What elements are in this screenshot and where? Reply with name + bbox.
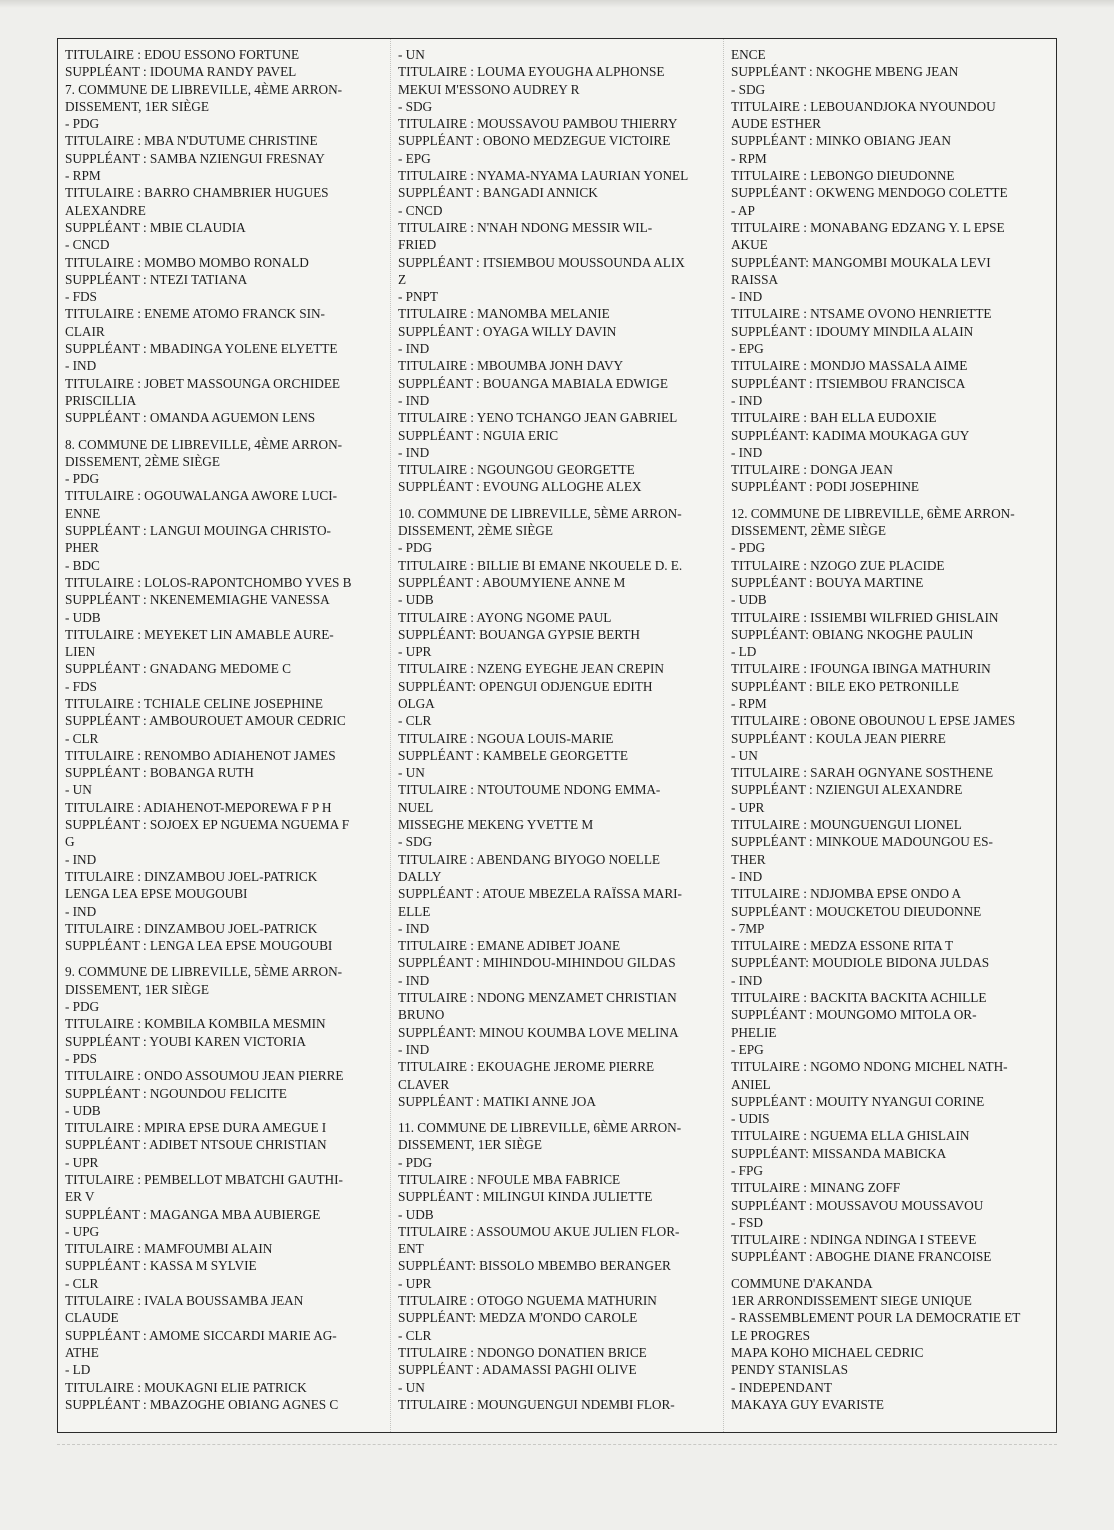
text-column-2 — [390, 39, 723, 1432]
titulaire-line: TITULAIRE : NYAMA-NYAMA LAURIAN YONEL — [398, 168, 689, 184]
suppleant-line: SUPPLÉANT : OMANDA AGUEMON LENS — [65, 410, 316, 426]
candidate-list-frame — [57, 38, 1057, 1433]
suppleant-line: SUPPLÉANT : BOUANGA MABIALA EDWIGE — [398, 375, 668, 391]
titulaire-line: TITULAIRE : NDINGA NDINGA I STEEVE — [731, 1232, 977, 1248]
titulaire-line: TITULAIRE : NFOULE MBA FABRICE — [398, 1172, 621, 1187]
suppleant-line: SUPPLÉANT : PODI JOSEPHINE — [731, 479, 919, 495]
text-line: PHELIE — [731, 1024, 777, 1040]
titulaire-line: TITULAIRE : MOUNGUENGUI NDEMBI FLOR- — [398, 1396, 675, 1412]
suppleant-line: SUPPLÉANT : IDOUMA RANDY PAVEL — [65, 64, 297, 80]
text-line: Z — [398, 271, 407, 287]
section-heading: DISSEMENT, 2ÈME SIÈGE — [731, 523, 886, 539]
suppleant-line: SUPPLÉANT : ABOGHE DIANE FRANCOISE — [731, 1249, 992, 1265]
party-label: - IND — [65, 358, 97, 374]
section-gap — [398, 496, 719, 505]
suppleant-line: SUPPLÉANT: OPENGUI ODJENGUE EDITH — [398, 678, 653, 694]
party-label: - RASSEMBLEMENT POUR LA DEMOCRATIE ET — [731, 1310, 1021, 1326]
party-label: - IND — [65, 903, 97, 919]
titulaire-line: TITULAIRE : OBONE OBOUNOU L EPSE JAMES — [731, 713, 1016, 729]
titulaire-line: TITULAIRE : EDOU ESSONO FORTUNE — [65, 47, 300, 62]
suppleant-line: SUPPLÉANT: OBIANG NKOGHE PAULIN — [731, 626, 974, 642]
suppleant-line: SUPPLÉANT: MOUDIOLE BIDONA JULDAS — [731, 955, 990, 971]
party-label: - EPG — [731, 1041, 764, 1057]
party-label: - INDEPENDANT — [731, 1379, 832, 1395]
party-label: - PDG — [731, 540, 766, 556]
suppleant-line: SUPPLÉANT : BOUYA MARTINE — [731, 574, 924, 590]
titulaire-line: TITULAIRE : EMANE ADIBET JOANE — [398, 938, 621, 954]
suppleant-line: SUPPLÉANT : BANGADI ANNICK — [398, 185, 598, 201]
party-label: - PDG — [398, 1154, 433, 1170]
suppleant-line: SUPPLÉANT : MINKO OBIANG JEAN — [731, 133, 951, 149]
titulaire-line: TITULAIRE : IFOUNGA IBINGA MATHURIN — [731, 661, 991, 677]
text-line: THER — [731, 851, 766, 867]
party-label: - UDB — [398, 592, 434, 608]
party-label: - CNCD — [398, 202, 443, 218]
text-line: OLGA — [398, 695, 435, 711]
titulaire-line: TITULAIRE : MPIRA EPSE DURA AMEGUE I — [65, 1120, 327, 1136]
suppleant-line: SUPPLÉANT : ITSIEMBOU FRANCISCA — [731, 375, 966, 391]
titulaire-line: TITULAIRE : ADIAHENOT-MEPOREWA F P H — [65, 799, 332, 815]
text-line: AUDE ESTHER — [731, 116, 821, 132]
section-heading: DISSEMENT, 1ER SIÈGE — [398, 1137, 542, 1153]
party-label: - UDB — [65, 1102, 101, 1118]
section-heading: COMMUNE D'AKANDA — [731, 1275, 873, 1291]
suppleant-line: SUPPLÉANT : MBIE CLAUDIA — [65, 219, 246, 235]
text-line: CLAUDE — [65, 1310, 119, 1326]
text-line: ER V — [65, 1189, 95, 1205]
party-label: - PDG — [398, 540, 433, 556]
party-label: - RPM — [731, 150, 767, 166]
suppleant-line: SUPPLÉANT: MEDZA M'ONDO CAROLE — [398, 1310, 638, 1326]
text-line: ENT — [398, 1241, 424, 1257]
section-heading: 7. COMMUNE DE LIBREVILLE, 4ÈME ARRON- — [65, 81, 343, 97]
titulaire-line: TITULAIRE : BILLIE BI EMANE NKOUELE D. E. — [398, 557, 683, 573]
suppleant-line: SUPPLÉANT : MINKOUE MADOUNGOU ES- — [731, 834, 993, 850]
suppleant-line: SUPPLÉANT : NKENEMEMIAGHE VANESSA — [65, 592, 330, 608]
suppleant-line: SUPPLÉANT : MILINGUI KINDA JULIETTE — [398, 1189, 653, 1205]
party-label: - PDG — [65, 471, 100, 487]
text-line: MEKUI M'ESSONO AUDREY R — [398, 81, 580, 97]
party-label: - UPG — [65, 1223, 100, 1239]
titulaire-line: TITULAIRE : NGOMO NDONG MICHEL NATH- — [731, 1059, 1008, 1075]
text-line: PHER — [65, 540, 99, 556]
suppleant-line: SUPPLÉANT : GNADANG MEDOME C — [65, 661, 291, 677]
text-line: AKUE — [731, 237, 768, 253]
titulaire-line: TITULAIRE : LOUMA EYOUGHA ALPHONSE — [398, 64, 665, 80]
text-line: ALEXANDRE — [65, 202, 146, 218]
text-line: LE PROGRES — [731, 1327, 810, 1343]
suppleant-line: SUPPLÉANT : OBONO MEDZEGUE VICTOIRE — [398, 133, 671, 149]
text-line: MAKAYA GUY EVARISTE — [731, 1396, 884, 1412]
party-label: - UN — [398, 47, 425, 62]
party-label: - LD — [65, 1362, 91, 1378]
suppleant-line: SUPPLÉANT : MOUNGOMO MITOLA OR- — [731, 1007, 977, 1023]
suppleant-line: SUPPLÉANT : ADAMASSI PAGHI OLIVE — [398, 1362, 637, 1378]
titulaire-line: TITULAIRE : BARRO CHAMBRIER HUGUES — [65, 185, 329, 201]
titulaire-line: TITULAIRE : ABENDANG BIYOGO NOELLE — [398, 851, 660, 867]
titulaire-line: TITULAIRE : MINANG ZOFF — [731, 1180, 901, 1196]
titulaire-line: TITULAIRE : TCHIALE CELINE JOSEPHINE — [65, 695, 323, 711]
suppleant-line: SUPPLÉANT: MINOU KOUMBA LOVE MELINA — [398, 1024, 679, 1040]
party-label: - PDG — [65, 116, 100, 132]
text-line: PRISCILLIA — [65, 392, 137, 408]
titulaire-line: TITULAIRE : MOUSSAVOU PAMBOU THIERRY — [398, 116, 678, 132]
party-label: - IND — [731, 289, 763, 305]
titulaire-line: TITULAIRE : LEBOUANDJOKA NYOUNDOU — [731, 98, 996, 114]
party-label: - PDS — [65, 1050, 97, 1066]
party-label: - FDS — [65, 678, 97, 694]
suppleant-line: SUPPLÉANT : AMBOUROUET AMOUR CEDRIC — [65, 713, 346, 729]
party-label: - IND — [731, 972, 763, 988]
party-label: - EPG — [398, 150, 431, 166]
suppleant-line: SUPPLÉANT: KADIMA MOUKAGA GUY — [731, 427, 970, 443]
text-column-1 — [58, 39, 390, 1432]
suppleant-line: SUPPLÉANT : KAMBELE GEORGETTE — [398, 747, 628, 763]
text-line: FRIED — [398, 237, 437, 253]
party-label: - CLR — [65, 730, 99, 746]
party-label: - IND — [398, 1041, 430, 1057]
section-gap — [65, 954, 386, 963]
party-label: - 7MP — [731, 920, 765, 936]
suppleant-line: SUPPLÉANT : EVOUNG ALLOGHE ALEX — [398, 479, 642, 495]
text-line: LIEN — [65, 644, 96, 660]
party-label: - IND — [398, 392, 430, 408]
titulaire-line: TITULAIRE : NGUEMA ELLA GHISLAIN — [731, 1128, 970, 1144]
text-line: ENCE — [731, 47, 766, 62]
text-line: ENNE — [65, 505, 101, 521]
titulaire-line: TITULAIRE : NZENG EYEGHE JEAN CREPIN — [398, 661, 664, 677]
section-heading: DISSEMENT, 2ÈME SIÈGE — [398, 523, 553, 539]
text-line: BRUNO — [398, 1007, 445, 1023]
titulaire-line: TITULAIRE : MOUNGUENGUI LIONEL — [731, 817, 962, 833]
suppleant-line: SUPPLÉANT : MATIKI ANNE JOA — [398, 1093, 596, 1109]
titulaire-line: TITULAIRE : OTOGO NGUEMA MATHURIN — [398, 1293, 657, 1309]
titulaire-line: TITULAIRE : MEYEKET LIN AMABLE AURE- — [65, 626, 334, 642]
suppleant-line: SUPPLÉANT : KOULA JEAN PIERRE — [731, 730, 946, 746]
section-heading: DISSEMENT, 1ER SIÈGE — [65, 98, 209, 114]
text-line: ANIEL — [731, 1076, 771, 1092]
party-label: - UDB — [398, 1206, 434, 1222]
suppleant-line: SUPPLÉANT : ATOUE MBEZELA RAÏSSA MARI- — [398, 886, 682, 902]
party-label: - UPR — [398, 644, 432, 660]
titulaire-line: TITULAIRE : JOBET MASSOUNGA ORCHIDEE — [65, 375, 340, 391]
section-gap — [731, 496, 1052, 505]
section-heading: 1ER ARRONDISSEMENT SIEGE UNIQUE — [731, 1293, 972, 1309]
titulaire-line: TITULAIRE : ASSOUMOU AKUE JULIEN FLOR- — [398, 1223, 680, 1239]
titulaire-line: TITULAIRE : ONDO ASSOUMOU JEAN PIERRE — [65, 1068, 344, 1084]
party-label: - UDIS — [731, 1111, 770, 1127]
text-line: G — [65, 834, 75, 850]
titulaire-line: TITULAIRE : NGOUA LOUIS-MARIE — [398, 730, 614, 746]
party-label: - FPG — [731, 1163, 763, 1178]
party-label: - UDB — [731, 592, 767, 608]
suppleant-line: SUPPLÉANT : SAMBA NZIENGUI FRESNAY — [65, 150, 325, 166]
suppleant-line: SUPPLÉANT : MAGANGA MBA AUBIERGE — [65, 1206, 321, 1222]
suppleant-line: SUPPLÉANT: MISSANDA MABICKA — [731, 1145, 947, 1161]
section-gap — [65, 427, 386, 436]
suppleant-line: SUPPLÉANT: BOUANGA GYPSIE BERTH — [398, 626, 640, 642]
titulaire-line: TITULAIRE : KOMBILA KOMBILA MESMIN — [65, 1016, 326, 1032]
titulaire-line: TITULAIRE : AYONG NGOME PAUL — [398, 609, 612, 625]
party-label: - IND — [731, 392, 763, 408]
text-line: LENGA LEA EPSE MOUGOUBI — [65, 886, 248, 902]
section-heading: 11. COMMUNE DE LIBREVILLE, 6ÈME ARRON- — [398, 1120, 682, 1136]
text-line: MAPA KOHO MICHAEL CEDRIC — [731, 1344, 924, 1360]
party-label: - IND — [65, 851, 97, 867]
party-label: - UDB — [65, 609, 101, 625]
section-heading: DISSEMENT, 1ER SIÈGE — [65, 981, 209, 997]
suppleant-line: SUPPLÉANT : SOJOEX EP NGUEMA NGUEMA F — [65, 817, 350, 833]
section-heading: DISSEMENT, 2ÈME SIÈGE — [65, 453, 220, 469]
party-label: - UN — [731, 747, 758, 763]
party-label: - SDG — [398, 834, 433, 850]
party-label: - IND — [398, 972, 430, 988]
suppleant-line: SUPPLÉANT : ITSIEMBOU MOUSSOUNDA ALIX — [398, 254, 685, 270]
party-label: - UPR — [398, 1275, 432, 1291]
party-label: - LD — [731, 644, 757, 660]
party-label: - UN — [398, 1379, 425, 1395]
section-heading: 12. COMMUNE DE LIBREVILLE, 6ÈME ARRON- — [731, 505, 1015, 521]
party-label: - EPG — [731, 341, 764, 357]
suppleant-line: SUPPLÉANT : MBAZOGHE OBIANG AGNES C — [65, 1396, 339, 1412]
titulaire-line: TITULAIRE : MAMFOUMBI ALAIN — [65, 1241, 273, 1257]
titulaire-line: TITULAIRE : MOMBO MOMBO RONALD — [65, 254, 309, 270]
text-line: CLAVER — [398, 1076, 450, 1092]
party-label: - CNCD — [65, 237, 110, 253]
suppleant-line: SUPPLÉANT : MOUITY NYANGUI CORINE — [731, 1093, 985, 1109]
titulaire-line: TITULAIRE : MBOUMBA JONH DAVY — [398, 358, 624, 374]
titulaire-line: TITULAIRE : MANOMBA MELANIE — [398, 306, 610, 322]
titulaire-line: TITULAIRE : OGOUWALANGA AWORE LUCI- — [65, 488, 337, 504]
titulaire-line: TITULAIRE : SARAH OGNYANE SOSTHENE — [731, 765, 994, 781]
titulaire-line: TITULAIRE : NTOUTOUME NDONG EMMA- — [398, 782, 661, 798]
party-label: - BDC — [65, 557, 100, 573]
suppleant-line: SUPPLÉANT : BILE EKO PETRONILLE — [731, 678, 959, 694]
suppleant-line: SUPPLÉANT : ADIBET NTSOUE CHRISTIAN — [65, 1137, 327, 1153]
titulaire-line: TITULAIRE : MEDZA ESSONE RITA T — [731, 938, 954, 954]
titulaire-line: TITULAIRE : NDJOMBA EPSE ONDO A — [731, 886, 962, 902]
suppleant-line: SUPPLÉANT : AMOME SICCARDI MARIE AG- — [65, 1327, 337, 1343]
titulaire-line: TITULAIRE : NDONGO DONATIEN BRICE — [398, 1344, 647, 1360]
titulaire-line: TITULAIRE : LOLOS-RAPONTCHOMBO YVES B — [65, 574, 352, 590]
party-label: - IND — [731, 444, 763, 460]
suppleant-line: SUPPLÉANT : NZIENGUI ALEXANDRE — [731, 782, 963, 798]
party-label: - UPR — [65, 1154, 99, 1170]
section-gap — [731, 1266, 1052, 1275]
titulaire-line: TITULAIRE : MONABANG EDZANG Y. L EPSE — [731, 219, 1005, 235]
party-label: - UN — [65, 782, 92, 798]
text-line: ELLE — [398, 903, 431, 919]
text-line: DALLY — [398, 868, 442, 884]
suppleant-line: SUPPLÉANT : MOUSSAVOU MOUSSAVOU — [731, 1197, 984, 1213]
section-heading: 9. COMMUNE DE LIBREVILLE, 5ÈME ARRON- — [65, 964, 343, 980]
suppleant-line: SUPPLÉANT : NGUIA ERIC — [398, 427, 559, 443]
party-label: - IND — [398, 920, 430, 936]
suppleant-line: SUPPLÉANT : OKWENG MENDOGO COLETTE — [731, 185, 1008, 201]
suppleant-line: SUPPLÉANT: MANGOMBI MOUKALA LEVI — [731, 254, 991, 270]
text-line: CLAIR — [65, 323, 105, 339]
section-gap — [398, 1110, 719, 1119]
titulaire-line: TITULAIRE : YENO TCHANGO JEAN GABRIEL — [398, 410, 678, 426]
party-label: - PDG — [65, 999, 100, 1015]
party-label: - CLR — [65, 1275, 99, 1291]
party-label: - IND — [731, 868, 763, 884]
titulaire-line: TITULAIRE : PEMBELLOT MBATCHI GAUTHI- — [65, 1172, 343, 1187]
titulaire-line: TITULAIRE : NDONG MENZAMET CHRISTIAN — [398, 990, 677, 1006]
party-label: - FSD — [731, 1214, 763, 1230]
party-label: - CLR — [398, 1327, 432, 1343]
titulaire-line: TITULAIRE : LEBONGO DIEUDONNE — [731, 168, 955, 184]
titulaire-line: TITULAIRE : DONGA JEAN — [731, 462, 893, 478]
suppleant-line: SUPPLÉANT : YOUBI KAREN VICTORIA — [65, 1033, 306, 1049]
suppleant-line: SUPPLÉANT : NKOGHE MBENG JEAN — [731, 64, 959, 80]
text-line: RAISSA — [731, 271, 778, 287]
titulaire-line: TITULAIRE : MOUKAGNI ELIE PATRICK — [65, 1379, 307, 1395]
section-heading: 8. COMMUNE DE LIBREVILLE, 4ÈME ARRON- — [65, 436, 343, 452]
page-top-edge — [0, 0, 1114, 8]
party-label: - SDG — [398, 98, 433, 114]
titulaire-line: TITULAIRE : RENOMBO ADIAHENOT JAMES — [65, 747, 336, 763]
text-line: NUEL — [398, 799, 434, 815]
titulaire-line: TITULAIRE : ISSIEMBI WILFRIED GHISLAIN — [731, 609, 999, 625]
party-label: - FDS — [65, 289, 97, 305]
titulaire-line: TITULAIRE : IVALA BOUSSAMBA JEAN — [65, 1293, 304, 1309]
titulaire-line: TITULAIRE : NZOGO ZUE PLACIDE — [731, 557, 945, 573]
titulaire-line: TITULAIRE : BAH ELLA EUDOXIE — [731, 410, 937, 426]
party-label: - IND — [398, 341, 430, 357]
titulaire-line: TITULAIRE : N'NAH NDONG MESSIR WIL- — [398, 219, 653, 235]
suppleant-line: SUPPLÉANT : OYAGA WILLY DAVIN — [398, 323, 617, 339]
titulaire-line: TITULAIRE : MBA N'DUTUME CHRISTINE — [65, 133, 318, 149]
section-heading: 10. COMMUNE DE LIBREVILLE, 5ÈME ARRON- — [398, 505, 682, 521]
text-line: ATHE — [65, 1344, 99, 1360]
titulaire-line: TITULAIRE : BACKITA BACKITA ACHILLE — [731, 990, 987, 1006]
suppleant-line: SUPPLÉANT : NTEZI TATIANA — [65, 271, 248, 287]
suppleant-line: SUPPLÉANT : BOBANGA RUTH — [65, 765, 254, 781]
titulaire-line: TITULAIRE : EKOUAGHE JEROME PIERRE — [398, 1059, 655, 1075]
suppleant-line: SUPPLÉANT : NGOUNDOU FELICITE — [65, 1085, 287, 1101]
suppleant-line: SUPPLÉANT : MBADINGA YOLENE ELYETTE — [65, 341, 338, 357]
suppleant-line: SUPPLÉANT : KASSA M SYLVIE — [65, 1258, 257, 1274]
party-label: - IND — [398, 444, 430, 460]
text-line: PENDY STANISLAS — [731, 1362, 849, 1378]
suppleant-line: SUPPLÉANT : MOUCKETOU DIEUDONNE — [731, 903, 982, 919]
suppleant-line: SUPPLÉANT : LENGA LEA EPSE MOUGOUBI — [65, 938, 333, 954]
party-label: - UPR — [731, 799, 765, 815]
party-label: - RPM — [65, 168, 101, 184]
suppleant-line: SUPPLÉANT : LANGUI MOUINGA CHRISTO- — [65, 523, 331, 539]
suppleant-line: SUPPLÉANT : ABOUMYIENE ANNE M — [398, 574, 626, 590]
titulaire-line: TITULAIRE : NTSAME OVONO HENRIETTE — [731, 306, 992, 322]
text-line: MISSEGHE MEKENG YVETTE M — [398, 817, 594, 833]
titulaire-line: TITULAIRE : MONDJO MASSALA AIME — [731, 358, 968, 374]
party-label: - CLR — [398, 713, 432, 729]
party-label: - RPM — [731, 695, 767, 711]
titulaire-line: TITULAIRE : NGOUNGOU GEORGETTE — [398, 462, 635, 478]
text-column-3 — [723, 39, 1056, 1432]
suppleant-line: SUPPLÉANT: BISSOLO MBEMBO BERANGER — [398, 1258, 671, 1274]
bottom-rule — [57, 1444, 1057, 1445]
suppleant-line: SUPPLÉANT : MIHINDOU-MIHINDOU GILDAS — [398, 955, 676, 971]
suppleant-line: SUPPLÉANT : IDOUMY MINDILA ALAIN — [731, 323, 974, 339]
party-label: - AP — [731, 202, 755, 218]
party-label: - UN — [398, 765, 425, 781]
titulaire-line: TITULAIRE : DINZAMBOU JOEL-PATRICK — [65, 920, 318, 936]
party-label: - SDG — [731, 81, 766, 97]
titulaire-line: TITULAIRE : ENEME ATOMO FRANCK SIN- — [65, 306, 325, 322]
titulaire-line: TITULAIRE : DINZAMBOU JOEL-PATRICK — [65, 868, 318, 884]
party-label: - PNPT — [398, 289, 438, 305]
